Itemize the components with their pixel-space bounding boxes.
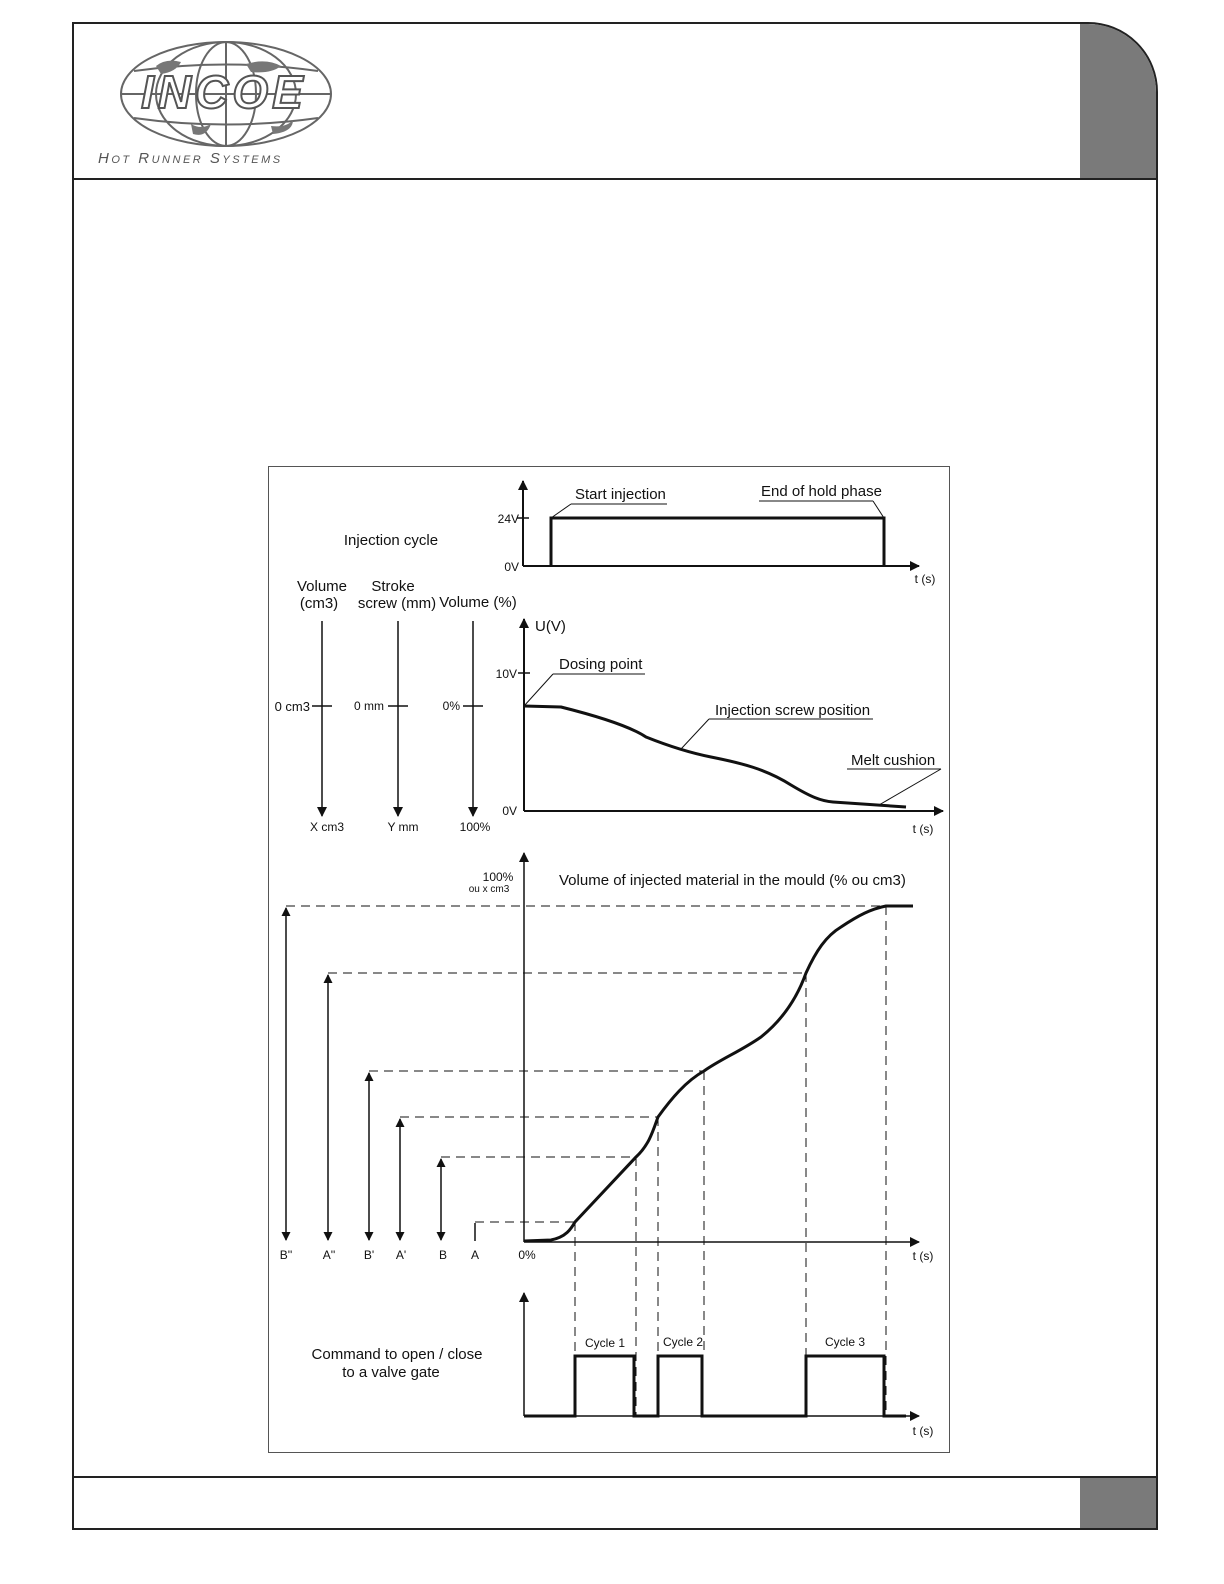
screw-position-panel (496, 618, 943, 836)
volume-title: Volume of injected material in the mould (% ou cm3) (559, 872, 906, 889)
brand-text: INCOE (141, 66, 307, 118)
scale-percent-end: 100% (459, 820, 491, 834)
cycle-3-label: Cycle 3 (824, 1335, 866, 1349)
tick-screw-0v: 0V (502, 804, 517, 818)
footer-divider (72, 1476, 1158, 1478)
screw-position-curve (524, 706, 906, 807)
header-tab (1080, 24, 1156, 178)
volume-curve (524, 906, 913, 1241)
level-label-b2: B'' (279, 1248, 293, 1262)
diagram-frame (268, 466, 950, 1453)
tick-10v: 10V (495, 667, 517, 681)
cycle-1-label: Cycle 1 (584, 1336, 626, 1350)
cycle-2-label: Cycle 2 (662, 1335, 704, 1349)
screw-y-label: U(V) (535, 618, 566, 635)
level-label-a: A (470, 1248, 480, 1262)
cycle-x-label: t (s) (914, 572, 936, 586)
scale-percent-zero: 0% (442, 699, 460, 713)
scale-stroke-header-2: screw (mm) (357, 595, 437, 612)
scale-stroke-zero: 0 mm (354, 699, 384, 713)
footer-tab (1080, 1478, 1156, 1528)
volume-origin-label: 0% (518, 1248, 536, 1262)
end-hold-label: End of hold phase (761, 483, 882, 500)
valve-signal (524, 1356, 906, 1416)
screw-x-label: t (s) (912, 822, 934, 836)
volume-x-label: t (s) (912, 1249, 934, 1263)
injection-cycle-title: Injection cycle (343, 532, 439, 549)
header-divider (72, 178, 1158, 180)
screw-position-label: Injection screw position (715, 702, 871, 719)
tick-0v: 0V (504, 560, 519, 574)
scale-percent-header-2: Volume (%) (439, 594, 517, 611)
scale-volume-header-2: (cm3) (299, 595, 339, 612)
scale-volume-header-1: Volume (296, 578, 348, 595)
scale-stroke-end: Y mm (387, 820, 419, 834)
valve-title-1: Command to open / close (311, 1346, 483, 1363)
volume-top-label-2: ou x cm3 (468, 884, 510, 895)
valve-x-label: t (s) (912, 1424, 934, 1438)
level-label-b: B (438, 1248, 448, 1262)
scale-volume-end: X cm3 (309, 820, 345, 834)
start-injection-label: Start injection (575, 486, 666, 503)
level-label-b1: B' (363, 1248, 375, 1262)
level-label-a2: A'' (322, 1248, 336, 1262)
level-label-a1: A' (395, 1248, 407, 1262)
volume-top-label-1: 100% (482, 870, 514, 884)
injection-diagram (269, 467, 951, 1454)
valve-title-2: to a valve gate (342, 1364, 440, 1381)
injection-signal (551, 518, 884, 566)
tagline: Hot Runner Systems (98, 150, 283, 167)
scale-stroke-header-1: Stroke (371, 578, 415, 595)
scales-panel (275, 578, 517, 834)
volume-panel (280, 853, 934, 1416)
melt-cushion-label: Melt cushion (851, 752, 936, 769)
scale-volume-zero: 0 cm3 (274, 699, 310, 714)
injection-cycle-panel (344, 481, 935, 586)
dosing-point-label: Dosing point (559, 656, 643, 673)
tick-24v: 24V (497, 512, 519, 526)
valve-gate-panel (312, 1293, 934, 1438)
